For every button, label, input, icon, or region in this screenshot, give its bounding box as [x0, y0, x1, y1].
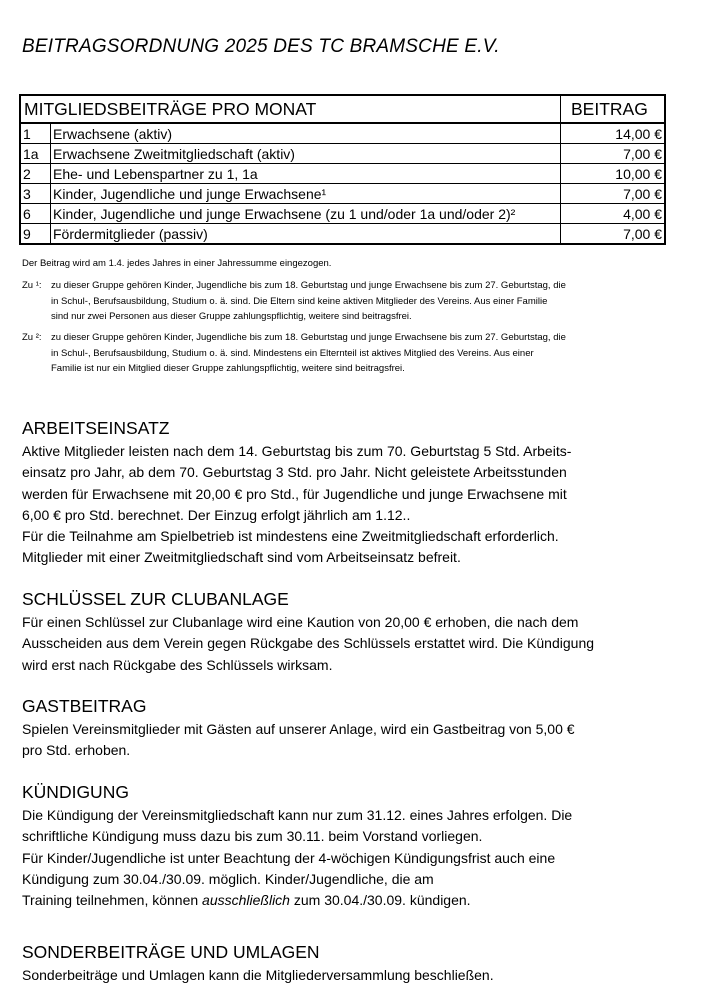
- table-row: [20, 123, 665, 144]
- footnote-1-line: sind nur zwei Personen aus dieser Gruppe zahlungspflichtig, weitere sind beitragsfrei.: [51, 311, 412, 323]
- paragraph-line-start: Training teilnehmen, können: [22, 892, 203, 909]
- paragraph-line: Für die Teilnahme am Spielbetrieb ist mindestens eine Zweitmitgliedschaft erforderlich.: [22, 528, 559, 545]
- paragraph-line: [22, 890, 662, 911]
- section-heading-gastbeitrag: GASTBEITRAG: [22, 696, 147, 716]
- paragraph-line: Spielen Vereinsmitglieder mit Gästen auf unserer Anlage, wird ein Gastbeitrag von 5,00 €: [22, 721, 575, 737]
- table-row: [20, 184, 665, 204]
- paragraph-line: werden für Erwachsene mit 20,00 € pro Std., für Jugendliche und junge Erwachsene mit: [22, 485, 567, 502]
- fee-category-number: 3: [20, 184, 51, 204]
- paragraph-line: einsatz pro Jahr, ab dem 70. Geburtstag 3 Std. pro Jahr. Nicht geleistete Arbeitsstunden: [22, 464, 567, 481]
- table-row: [20, 164, 665, 184]
- emphasis-text: ausschließlich: [202, 892, 290, 909]
- fee-amount: 7,00 €: [561, 144, 666, 164]
- section-body-gastbeitrag: [22, 719, 662, 762]
- fee-table-header: [20, 95, 665, 123]
- fee-table-header-label: MITGLIEDSBEITRÄGE PRO MONAT: [20, 95, 561, 123]
- section-body-sonder: [22, 965, 662, 986]
- footnote-2-label: Zu ²:: [22, 332, 42, 343]
- paragraph-line: Mitglieder mit einer Zweitmitgliedschaft sind vom Arbeitseinsatz befreit.: [22, 549, 461, 566]
- table-row: [20, 204, 665, 224]
- fee-category-label: Kinder, Jugendliche und junge Erwachsene¹: [51, 184, 561, 204]
- fee-amount: 4,00 €: [561, 204, 666, 224]
- paragraph-line: pro Std. erhoben.: [22, 742, 131, 759]
- footnote-2-line: in Schul-, Berufsausbildung, Studium o. ä. sind. Mindestens ein Elternteil ist aktives Mitglied des Vereins. Aus einer: [51, 347, 534, 359]
- paragraph-line: Die Kündigung der Vereinsmitgliedschaft kann nur zum 31.12. eines Jahres erfolgen. Die: [22, 807, 573, 823]
- footnote-2-line: Familie ist nur ein Mitglied dieser Gruppe zahlungspflichtig, weitere sind beitragsfrei.: [51, 363, 405, 375]
- footnote-1-label: Zu ¹:: [22, 280, 42, 291]
- paragraph-line: 6,00 € pro Std. berechnet. Der Einzug erfolgt jährlich am 1.12..: [22, 506, 411, 523]
- section-body-kuendigung: [22, 805, 662, 911]
- table-row: [20, 144, 665, 164]
- paragraph-line: schriftliche Kündigung muss dazu bis zum 30.11. beim Vorstand vorliegen.: [22, 828, 483, 845]
- paragraph-line: Aktive Mitglieder leisten nach dem 14. Geburtstag bis zum 70. Geburtstag 5 Std. Arbeits-: [22, 443, 572, 459]
- footnote-2-line: zu dieser Gruppe gehören Kinder, Jugendliche bis zum 18. Geburtstag und junge Erwachsene bis zum 27. Geburtstag, die: [51, 332, 566, 343]
- table-row: [20, 224, 665, 245]
- page-title: BEITRAGSORDNUNG 2025 DES TC BRAMSCHE E.V.: [22, 36, 500, 57]
- fee-amount: 7,00 €: [561, 184, 666, 204]
- footnote-1-line: zu dieser Gruppe gehören Kinder, Jugendliche bis zum 18. Geburtstag und junge Erwachsene bis zum 27. Geburtstag, die: [51, 280, 566, 291]
- fee-amount: 7,00 €: [561, 224, 666, 245]
- paragraph-line: wird erst nach Rückgabe des Schlüssels wirksam.: [22, 656, 333, 673]
- footnote-1: [22, 278, 651, 325]
- fee-table-header-amount: BEITRAG: [561, 95, 666, 123]
- fee-category-number: 1a: [20, 144, 51, 164]
- fee-category-number: 1: [20, 123, 51, 144]
- paragraph-line: Sonderbeiträge und Umlagen kann die Mitgliederversammlung beschließen.: [22, 967, 494, 983]
- paragraph-line: Für einen Schlüssel zur Clubanlage wird eine Kaution von 20,00 € erhoben, die nach dem: [22, 614, 579, 630]
- fee-amount: 10,00 €: [561, 164, 666, 184]
- fee-category-number: 6: [20, 204, 51, 224]
- fee-category-label: Erwachsene (aktiv): [51, 123, 561, 144]
- section-body-arbeitseinsatz: [22, 441, 662, 569]
- paragraph-line: Kündigung zum 30.04./30.09. möglich. Kinder/Jugendliche, die am: [22, 870, 434, 887]
- section-heading-kuendigung: KÜNDIGUNG: [22, 782, 129, 802]
- footnote-1-line: in Schul-, Berufsausbildung, Studium o. ä. sind. Die Eltern sind keine aktiven Mitglieder des Vereins. Aus einer Familie: [51, 295, 548, 307]
- collection-note: Der Beitrag wird am 1.4. jedes Jahres in einer Jahressumme eingezogen.: [22, 258, 332, 269]
- paragraph-line: Ausscheiden aus dem Verein gegen Rückgabe des Schlüssels erstattet wird. Die Kündigung: [22, 635, 595, 652]
- section-heading-schluessel: SCHLÜSSEL ZUR CLUBANLAGE: [22, 589, 289, 609]
- fee-category-number: 2: [20, 164, 51, 184]
- paragraph-line-end: zum 30.04./30.09. kündigen.: [289, 892, 471, 909]
- fee-category-number: 9: [20, 224, 51, 245]
- paragraph-line: Für Kinder/Jugendliche ist unter Beachtung der 4-wöchigen Kündigungsfrist auch eine: [22, 849, 556, 866]
- section-heading-arbeitseinsatz: ARBEITSEINSATZ: [22, 418, 170, 438]
- footnote-2: [22, 330, 651, 377]
- fee-amount: 14,00 €: [561, 123, 666, 144]
- section-body-schluessel: [22, 612, 662, 676]
- fee-category-label: Kinder, Jugendliche und junge Erwachsene (zu 1 und/oder 1a und/oder 2)²: [51, 204, 561, 224]
- section-heading-sonder: SONDERBEITRÄGE UND UMLAGEN: [22, 942, 320, 962]
- fee-category-label: Fördermitglieder (passiv): [51, 224, 561, 245]
- fee-table: [19, 94, 666, 245]
- fee-category-label: Erwachsene Zweitmitgliedschaft (aktiv): [51, 144, 561, 164]
- fee-category-label: Ehe- und Lebenspartner zu 1, 1a: [51, 164, 561, 184]
